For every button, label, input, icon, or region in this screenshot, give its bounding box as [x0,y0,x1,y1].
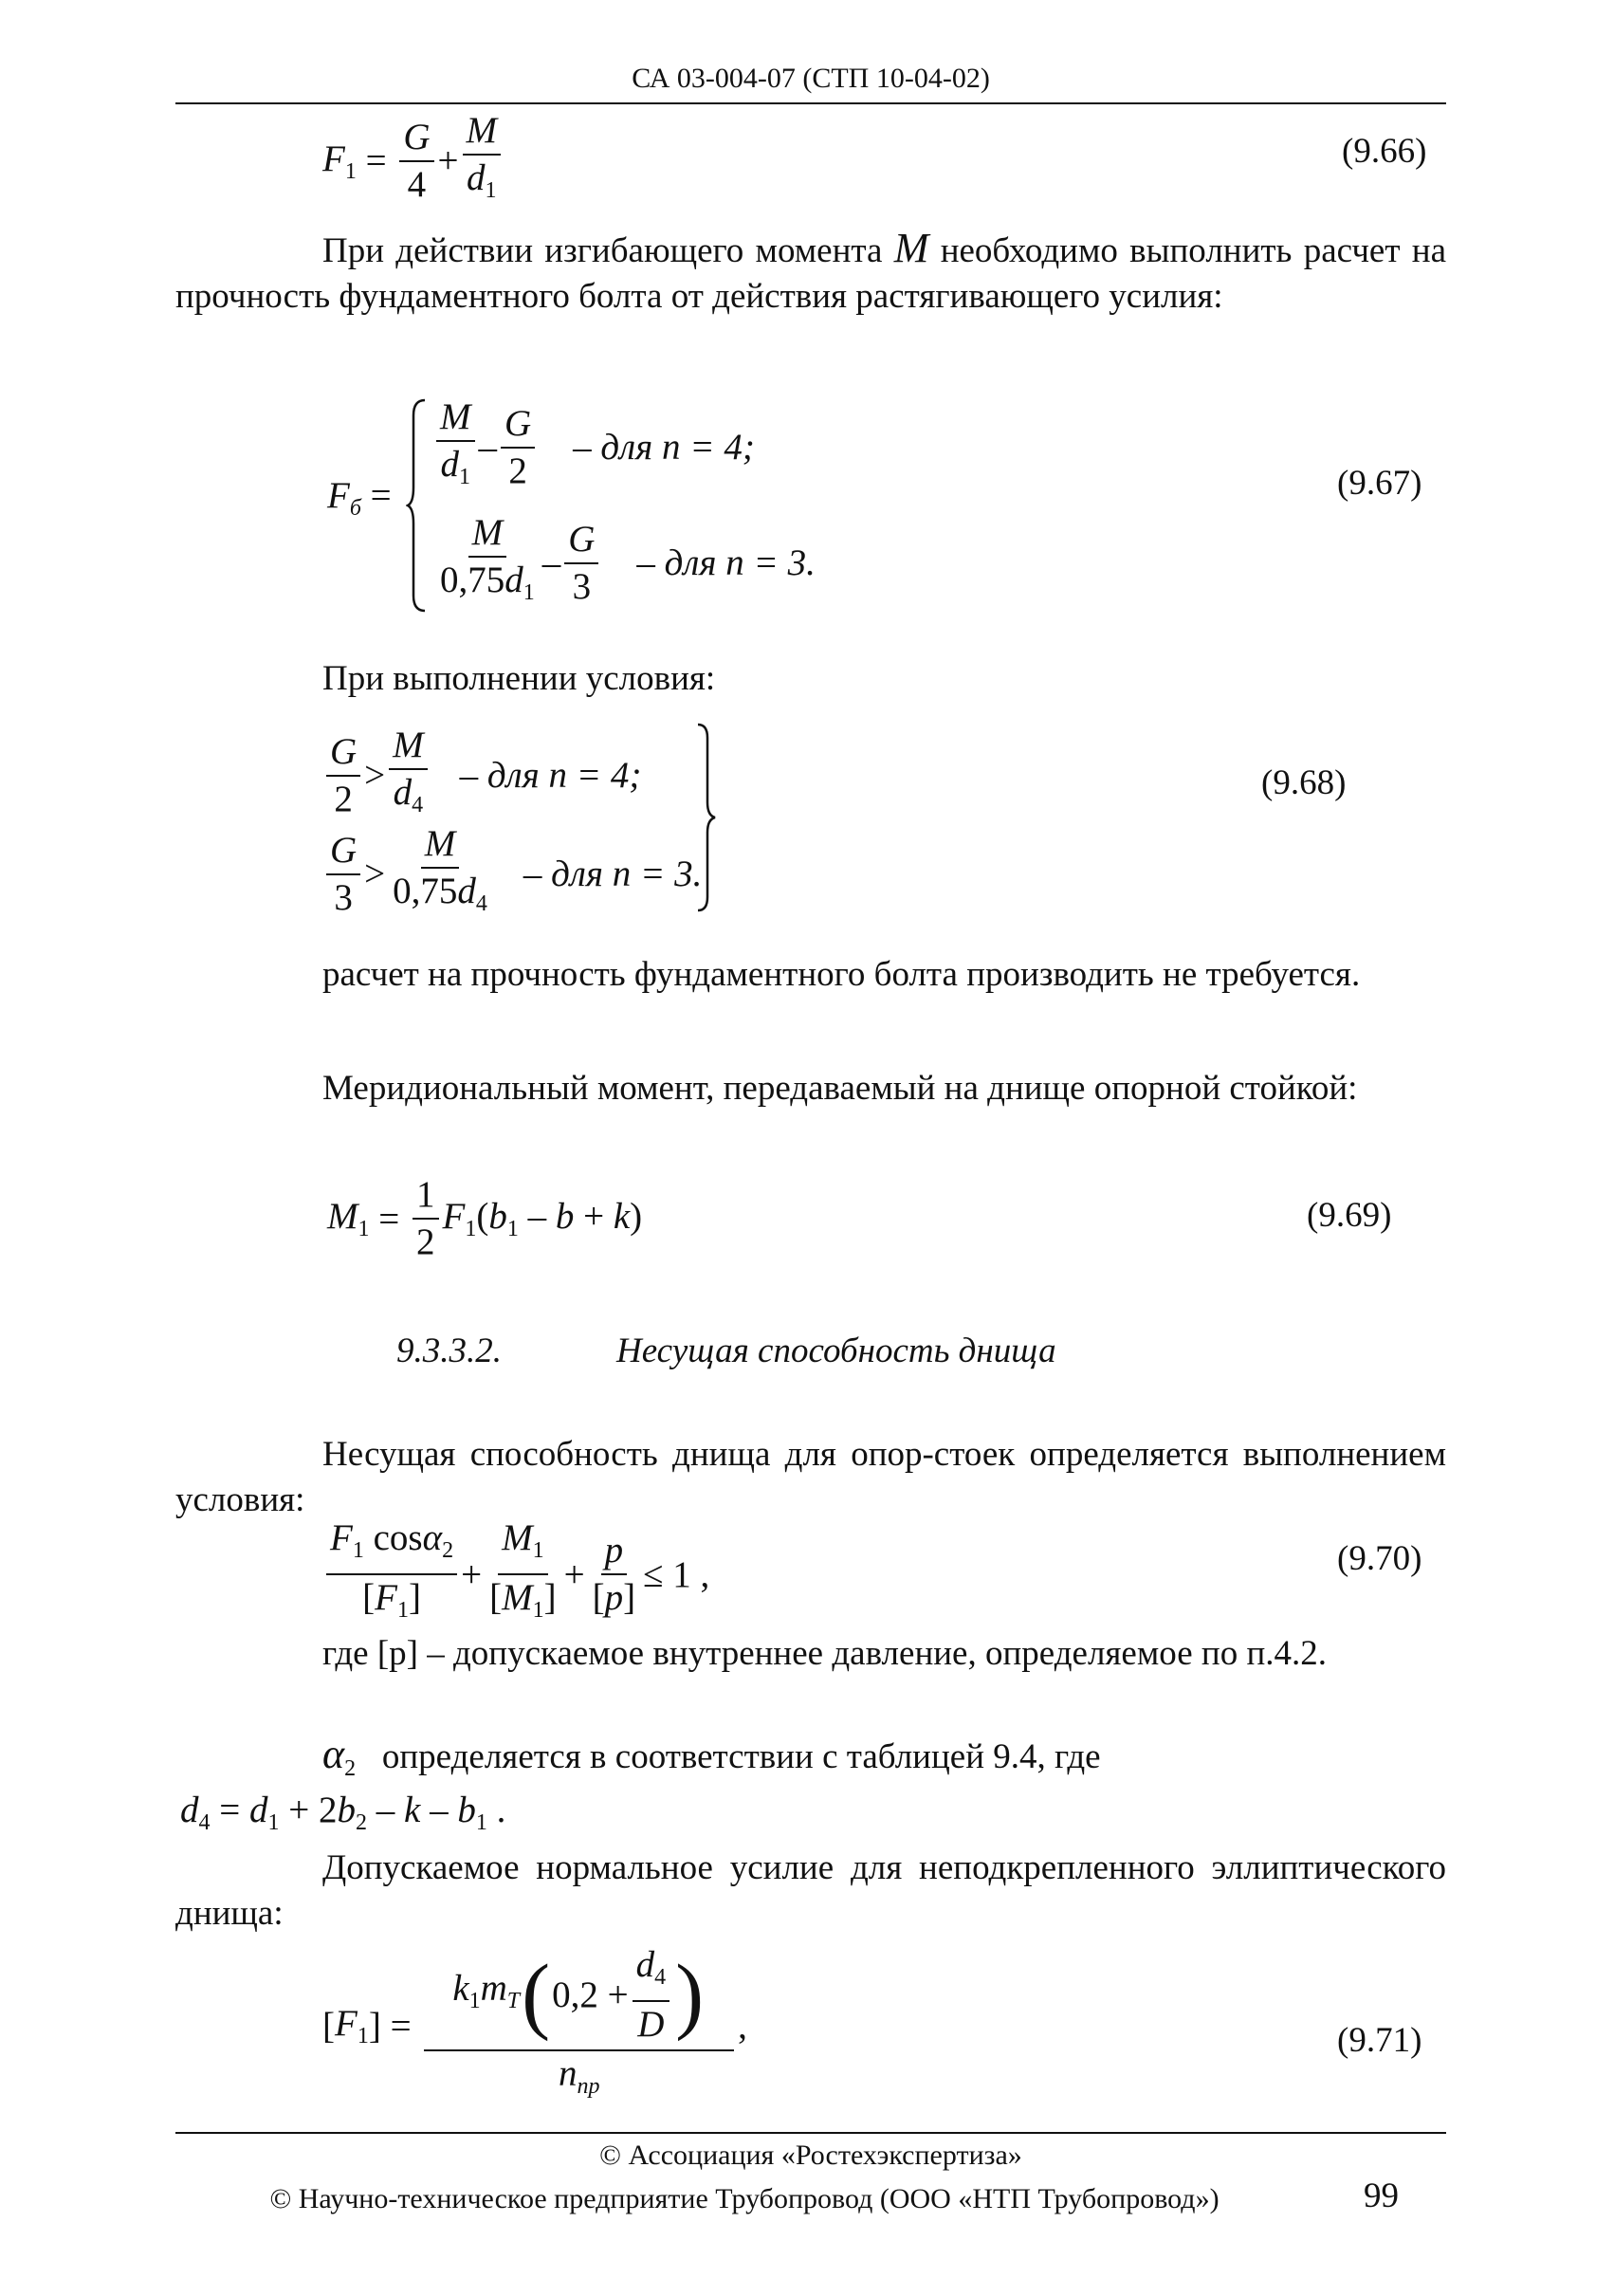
formula-9-68-case-1: $\frac{G}{2}$ > $\frac{M}{d_4}$ – для n = 4; [322,725,641,826]
equation-number: (9.69) [1307,1196,1392,1235]
footer-company: © Научно-техническое предприятие Трубопровод (ООО «НТП Трубопровод») [269,2183,1220,2214]
document-code-header: СА 03-004-07 (СТП 10-04-02) [632,63,990,94]
formula-9-70: $\frac{F_1 \cos\alpha_2}{[F_1]}$ + $\frac{M_1}{[M_1]}$ + $\frac{p}{[p]}$ ≤ 1 , [322,1517,709,1631]
footer-rule [175,2132,1446,2134]
paragraph-meridional-moment: Меридиональный момент, передаваемый на днище опорной стойкой: [322,1069,1358,1108]
formula-9-67-case-2: $\frac{M}{0,75d_1}$ – $\frac{G}{3}$ – для n = 3. [440,512,816,607]
formula-9-66: $F_1$ = $\frac{G}{4}$ + $\frac{M}{d_1}$ [322,110,504,211]
paragraph-condition: При выполнении условия: [322,659,716,698]
page-number: 99 [1364,2177,1399,2215]
paragraph-allowed-pressure: где [p] – допускаемое внутреннее давление, определяемое по п.4.2. [322,1634,1327,1673]
header-rule [175,102,1446,104]
paragraph-not-required: расчет на прочность фундаментного болта производить не требуется. [322,955,1361,994]
footer-association: © Ассоциация «Ростехэкспертиза» [599,2140,1022,2171]
equation-number: (9.71) [1337,2021,1422,2060]
paragraph-bearing-capacity: Несущая способность днища для опор-стоек определяется выполнением условия: [175,1435,1446,1519]
formula-9-71: [ $F_1$ ] = $k_1m_T$ ( 0,2 + $\frac{d_4}{D}$ ) $n_{пр}$ , [322,1944,747,2099]
formula-9-67-case-1: $\frac{M}{d_1}$ – $\frac{G}{2}$ – для n = 4; [432,396,755,498]
formula-9-67-lhs: $F_б$ = [327,475,392,521]
equation-number: (9.68) [1261,763,1347,802]
equation-number: (9.67) [1337,464,1422,503]
section-number: 9.3.3.2. [396,1332,502,1370]
formula-d4: $d_4 = d_1 + 2b_2 - k - b_1$ . [180,1790,506,1835]
formula-9-68-case-2: $\frac{G}{3}$ > $\frac{M}{0,75d_4}$ – для n = 3. [322,823,702,925]
left-brace [406,396,429,615]
paragraph-alpha2: $\alpha_2$ определяется в соответствии с таблицей 9.4, где [322,1731,1101,1781]
right-brace [694,723,717,912]
formula-9-69: $M_1$ = $\frac{1}{2}$ $F_1(b_1 - b + k)$ [327,1174,643,1262]
equation-number: (9.66) [1342,132,1427,171]
equation-number: (9.70) [1337,1539,1422,1578]
section-title: Несущая способность днища [616,1332,1056,1370]
paragraph-bending-moment: При действии изгибающего момента M необходимо выполнить расчет на прочность фундаментного болта от действия растягивающего усилия: [175,225,1447,316]
paragraph-allowed-force: Допускаемое нормальное усилие для неподкрепленного эллиптического днища: [175,1848,1446,1933]
